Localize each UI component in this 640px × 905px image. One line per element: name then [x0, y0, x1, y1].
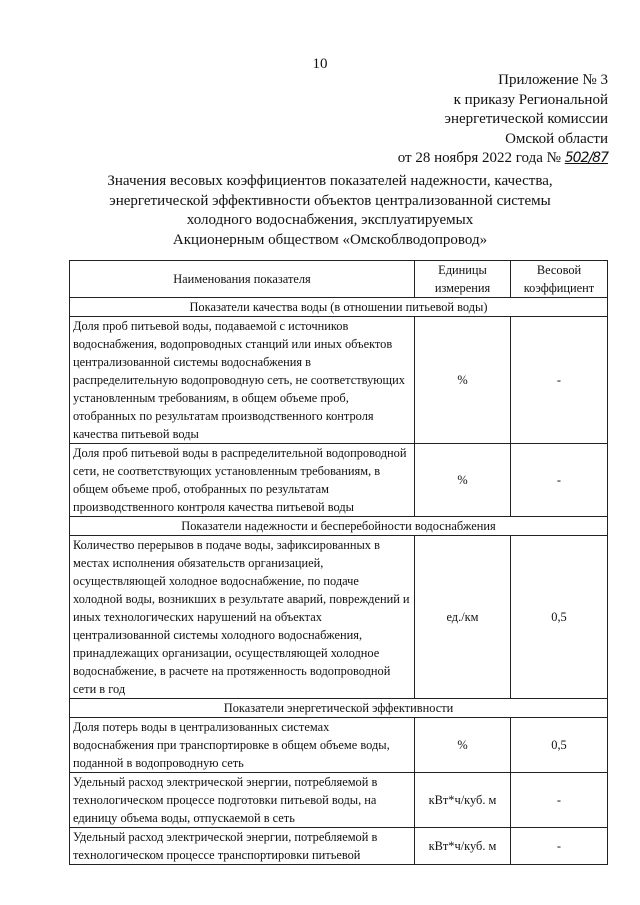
appendix-line: энергетической комиссии: [444, 111, 608, 127]
section-row: [70, 298, 608, 317]
indicator-unit: %: [415, 317, 511, 444]
indicator-unit: кВт*ч/куб. м: [415, 773, 511, 828]
indicator-name: Количество перерывов в подаче воды, зафиксированных в местах исполнения обязательств организацией, осуществляющей холодное водоснабжение, по подаче холодной воды, возникших в результате аварий, повреждений и иных технологических нарушений на объектах централизованной системы холодного водоснабжения, принадлежащих организации, осуществляющей холодное водоснабжение, в расчете на протяженность водопроводной сети в год: [70, 536, 415, 699]
section-title: Показатели энергетической эффективности: [70, 699, 608, 718]
title-line: Акционерным обществом «Омскоблводопровод»: [172, 231, 488, 248]
section-title: Показатели надежности и бесперебойности водоснабжения: [70, 517, 608, 536]
table-row: [70, 317, 608, 444]
appendix-date-line: [398, 149, 608, 169]
title-line: холодного водоснабжения, эксплуатируемых: [186, 212, 474, 228]
indicators-table: [69, 260, 608, 865]
indicator-weight: 0,5: [511, 536, 608, 699]
indicator-name: Доля проб питьевой воды в распределительной водопроводной сети, не соответствующих установленным требованиям, в общем объеме проб, отобранных по результатам производственного контроля качества питьевой воды: [70, 444, 415, 517]
appendix-line: к приказу Региональной: [453, 91, 608, 108]
header-unit: Единицы измерения: [415, 261, 511, 298]
indicator-weight: -: [511, 444, 608, 517]
section-title: Показатели качества воды (в отношении питьевой воды): [70, 298, 608, 317]
table-row: [70, 444, 608, 517]
page-number: 10: [312, 56, 328, 72]
table-header-row: [70, 261, 608, 298]
section-row: [70, 517, 608, 536]
appendix-block: [398, 71, 608, 169]
indicator-weight: -: [511, 828, 608, 865]
document-title: [70, 172, 590, 250]
indicator-weight: 0,5: [511, 718, 608, 773]
section-row: [70, 699, 608, 718]
handwritten-order-number: 502/87: [564, 150, 608, 166]
indicator-unit: %: [415, 718, 511, 773]
table-row: [70, 828, 608, 865]
indicator-unit: кВт*ч/куб. м: [415, 828, 511, 865]
indicator-name: Удельный расход электрической энергии, потребляемой в технологическом процессе подготовки питьевой воды, на единицу объема воды, отпускаемой в сеть: [70, 773, 415, 828]
indicator-unit: %: [415, 444, 511, 517]
header-name: Наименования показателя: [70, 261, 415, 298]
indicator-weight: -: [511, 773, 608, 828]
indicator-weight: -: [511, 317, 608, 444]
title-line: Значения весовых коэффициентов показателей надежности, качества,: [107, 173, 553, 189]
appendix-date: от 28 ноября 2022 года №: [397, 150, 561, 166]
header-weight: Весовой коэффициент: [511, 261, 608, 298]
appendix-line: Приложение № 3: [498, 72, 608, 88]
table-row: [70, 773, 608, 828]
indicator-unit: ед./км: [415, 536, 511, 699]
indicator-name: Удельный расход электрической энергии, потребляемой в технологическом процессе транспортировки питьевой: [70, 828, 415, 865]
table-row: [70, 718, 608, 773]
appendix-line: Омской области: [505, 130, 608, 147]
table-row: [70, 536, 608, 699]
indicator-name: Доля проб питьевой воды, подаваемой с источников водоснабжения, водопроводных станций или иных объектов централизованной системы водоснабжения в распределительную водопроводную сеть, не соответствующих установленным требованиям, в общем объеме проб, отобранных по результатам производственного контроля качества питьевой воды: [70, 317, 415, 444]
title-line: энергетической эффективности объектов централизованной системы: [109, 192, 551, 209]
indicator-name: Доля потерь воды в централизованных системах водоснабжения при транспортировке в общем объеме воды, поданной в водопроводную сеть: [70, 718, 415, 773]
